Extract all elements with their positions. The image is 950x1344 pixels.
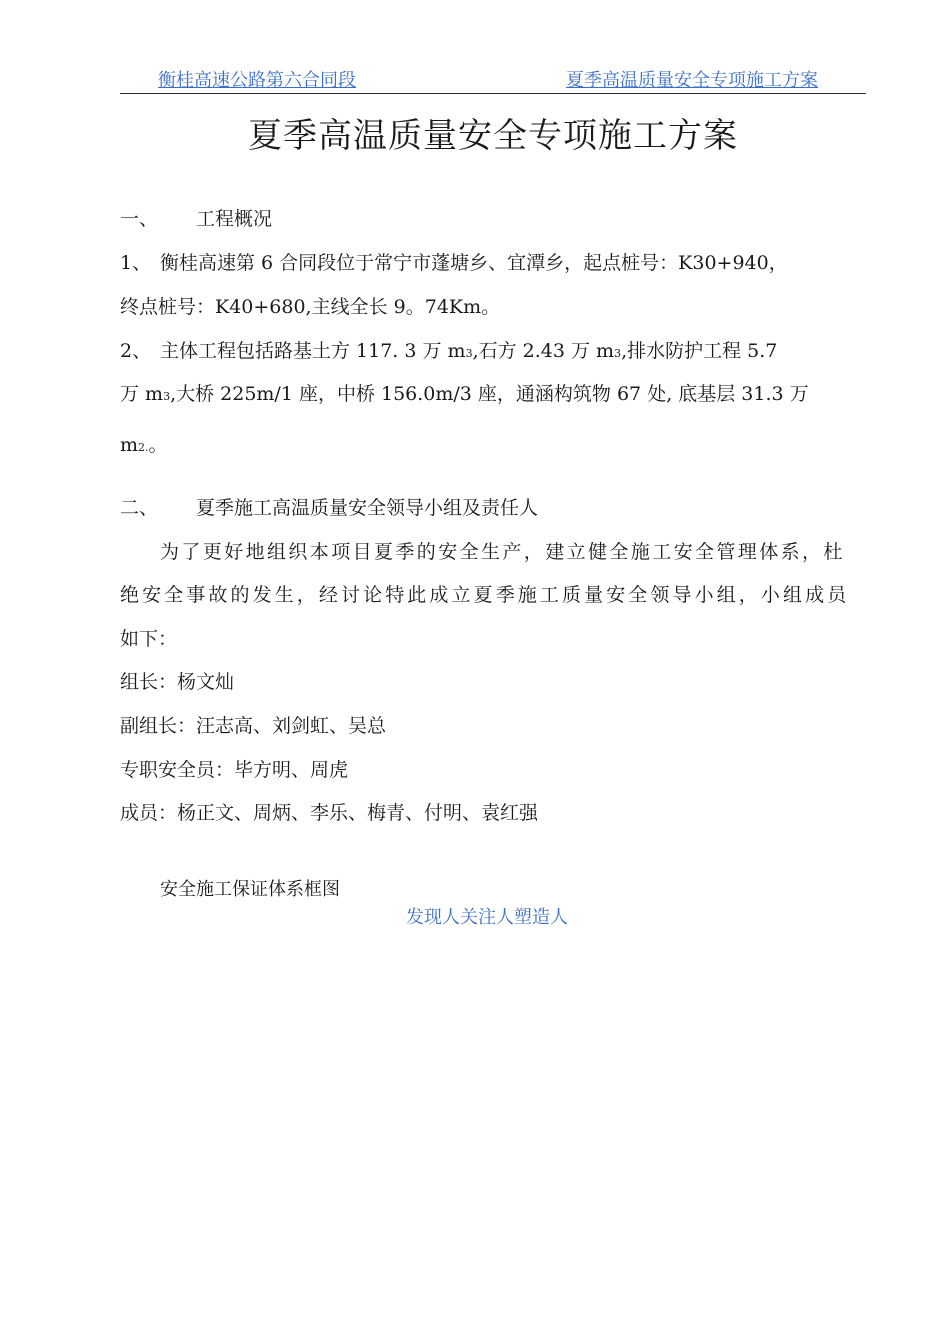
- item1-number: 1、: [120, 252, 152, 274]
- item2-line1-sub1: 3: [465, 347, 473, 360]
- item2-line3-sub: 2.: [138, 441, 149, 454]
- group-leader: 组长：杨文灿: [120, 671, 235, 693]
- item1-line2: 终点桩号：K40+680,主线全长 9。74Km。: [120, 296, 501, 318]
- section1-heading: 工程概况: [196, 208, 273, 230]
- item2-line2: [120, 379, 809, 406]
- item2-line1: [160, 336, 777, 363]
- item2-line1-part-a: 主体工程包括路基土方 117. 3 万 m: [160, 340, 466, 362]
- item2-line1-sub2: 3: [614, 347, 622, 360]
- item2-line2-part-b: ,大桥 225m/1 座，中桥 156.0m/3 座，通涵构筑物 67 处, 底基层 31.3 万: [170, 383, 809, 405]
- item2-line3-part-b: 。: [148, 434, 168, 456]
- section2-paragraph-line3: 如下：: [120, 628, 178, 650]
- header-document-name: 夏季高温质量安全专项施工方案: [566, 70, 818, 91]
- deputy-leaders: 副组长：汪志高、刘剑虹、吴总: [120, 715, 387, 737]
- section2-heading: 夏季施工高温质量安全领导小组及责任人: [196, 497, 539, 519]
- item2-line3: [120, 430, 168, 457]
- section2-paragraph-line2: 绝安全事故的发生，经讨论特此成立夏季施工质量安全领导小组，小组成员: [120, 584, 850, 606]
- safety-officers: 专职安全员：毕方明、周虎: [120, 759, 349, 781]
- section1-number: 一、: [120, 208, 159, 230]
- header-project-name: 衡桂高速公路第六合同段: [158, 70, 356, 91]
- diagram-caption: 安全施工保证体系框图: [160, 879, 340, 900]
- item2-line1-part-b: ,石方 2.43 万 m: [472, 340, 615, 362]
- header-divider: [120, 93, 866, 94]
- item2-number: 2、: [120, 340, 152, 362]
- document-title: 夏季高温质量安全专项施工方案: [248, 116, 738, 156]
- item1-line1: 衡桂高速第 6 合同段位于常宁市蓬塘乡、宜潭乡，起点桩号：K30+940，: [160, 252, 788, 274]
- group-members: 成员：杨正文、周炳、李乐、梅青、付明、袁红强: [120, 802, 539, 824]
- item2-line1-part-c: ,排水防护工程 5.7: [621, 340, 778, 362]
- item2-line2-part-a: 万 m: [120, 383, 164, 405]
- slogan-link[interactable]: 发现人关注人塑造人: [406, 907, 568, 928]
- item2-line3-part-a: m: [120, 434, 139, 456]
- item2-line2-sub: 3: [163, 390, 171, 403]
- section2-number: 二、: [120, 497, 159, 519]
- section2-paragraph-line1: 为了更好地组织本项目夏季的安全生产，建立健全施工安全管理体系，杜: [160, 541, 845, 563]
